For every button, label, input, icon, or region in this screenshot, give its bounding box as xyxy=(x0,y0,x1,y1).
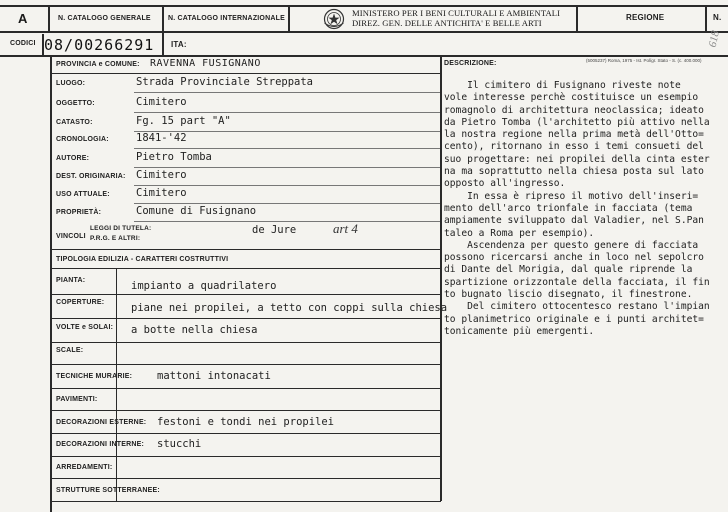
row-rule xyxy=(50,318,441,319)
ministry-line-2: DIREZ. GEN. DELLE ANTICHITA' E BELLE ARTI xyxy=(352,17,542,28)
row-rule xyxy=(50,364,441,365)
row-rule xyxy=(50,410,441,411)
codici-label: CODICI xyxy=(10,40,36,47)
section-letter: A xyxy=(18,11,28,26)
catasto-label: CATASTO: xyxy=(56,119,93,126)
catalog-code-value: 08/00266291 xyxy=(44,36,155,54)
codes-bottom-rule xyxy=(0,55,728,57)
n-label: N. xyxy=(713,13,722,22)
tipologia-heading: TIPOLOGIA EDILIZIA - CARATTERI COSTRUTTIVI xyxy=(56,256,229,263)
ministry-heading xyxy=(352,9,560,28)
descrizione-label: DESCRIZIONE: xyxy=(444,60,497,67)
row-rule xyxy=(50,268,441,269)
field-underline xyxy=(134,148,440,149)
scale-label: SCALE: xyxy=(56,347,84,354)
oggetto-label: OGGETTO: xyxy=(56,100,95,107)
header-top-rule xyxy=(0,5,728,7)
autore-label: AUTORE: xyxy=(56,155,90,162)
row-rule xyxy=(50,388,441,389)
catalogo-generale-label: N. CATALOGO GENERALE xyxy=(58,15,151,22)
tecniche-murarie-value: mattoni intonacati xyxy=(157,370,271,382)
left-margin-rule xyxy=(50,56,52,512)
autore-value: Pietro Tomba xyxy=(136,151,212,163)
descrizione-paragraph: Ascendenza per questo genere di facciata possono ricercarsi anche in loco nel sepolcro di Dante del Morigia, dal quale riprende la spartizione orizzontale della facciata, il fin to bugnato liscio disegnato, il finestrone. xyxy=(444,239,710,301)
catasto-value: Fg. 15 part "A" xyxy=(136,115,231,127)
field-underline xyxy=(134,185,440,186)
coperture-label: COPERTURE: xyxy=(56,299,105,306)
provincia-value: RAVENNA FUSIGNANO xyxy=(150,58,261,69)
vincoli-value: de Jure xyxy=(252,224,297,236)
divider xyxy=(288,5,290,31)
ita-label: ITA: xyxy=(171,40,187,49)
vincoli-label: VINCOLI xyxy=(56,233,86,240)
row-rule xyxy=(50,433,441,434)
uso-attuale-value: Cimitero xyxy=(136,187,187,199)
descrizione-paragraph: In essa è ripreso il motivo dell'inseri= mento dell'arco trionfale in facciata (tema ampiamente sviluppato dal Valadier, nel S.Pan taleo a Roma per esempio). xyxy=(444,190,704,239)
row-rule xyxy=(50,478,441,479)
provincia-label: PROVINCIA e COMUNE: xyxy=(56,61,140,68)
print-note: (5005237) Roma, 1975 - Ist. Polígr. Stato - S. (c. 400.000) xyxy=(586,58,702,63)
arredamenti-label: ARREDAMENTI: xyxy=(56,464,113,471)
uso-attuale-label: USO ATTUALE: xyxy=(56,191,110,198)
field-underline xyxy=(134,167,440,168)
catalogo-internazionale-label: N. CATALOGO INTERNAZIONALE xyxy=(168,15,285,22)
oggetto-value: Cimitero xyxy=(136,96,187,108)
cronologia-label: CRONOLOGIA: xyxy=(56,136,109,143)
divider xyxy=(576,5,578,31)
field-underline xyxy=(134,92,440,93)
strutture-sotterranee-label: STRUTTURE SOTTERRANEE: xyxy=(56,487,160,494)
divider xyxy=(705,5,707,31)
decorazioni-interne-label: DECORAZIONI INTERNE: xyxy=(56,441,144,448)
decorazioni-interne-value: stucchi xyxy=(157,438,202,450)
pianta-label: PIANTA: xyxy=(56,277,86,284)
dest-originaria-label: DEST. ORIGINARIA: xyxy=(56,173,126,180)
descrizione-text xyxy=(444,80,726,338)
descrizione-paragraph: Il cimitero di Fusignano riveste note vole interesse perchè costituisce un esempio romagnolo di architettura neoclassica; ideato da Pietro Tomba (l'architetto più attivo nella la nostra regione nella prima metà dell'Otto= cento), ritornano in esso i temi consueti del suo progettare: nei propilei della cinta ester na ma soprattutto nella chiesa posta sul lato opposto all'ingresso. xyxy=(444,80,710,190)
italian-republic-emblem-icon xyxy=(322,8,346,30)
luogo-label: LUOGO: xyxy=(56,80,86,87)
field-underline xyxy=(134,221,440,222)
pavimenti-label: PAVIMENTI: xyxy=(56,396,98,403)
divider xyxy=(48,5,50,31)
prg-label: P.R.G. E ALTRI: xyxy=(90,235,141,242)
leggi-tutela-label: LEGGI DI TUTELA: xyxy=(90,225,152,232)
luogo-value: Strada Provinciale Streppata xyxy=(136,76,314,88)
decorazioni-esterne-value: festoni e tondi nei propilei xyxy=(157,416,335,428)
proprieta-label: PROPRIETÀ: xyxy=(56,209,102,216)
vincoli-handwritten-note: art 4 xyxy=(333,221,358,236)
coperture-value: piane nei propilei, a tetto con coppi sulla chiesa xyxy=(131,302,448,314)
column-divider xyxy=(440,56,442,501)
header-bottom-rule xyxy=(0,31,728,33)
row-rule xyxy=(50,456,441,457)
field-underline xyxy=(134,112,440,113)
row-rule xyxy=(50,249,441,250)
row-rule xyxy=(50,73,441,74)
dest-originaria-value: Cimitero xyxy=(136,169,187,181)
bottom-rule xyxy=(50,501,441,502)
field-underline xyxy=(134,203,440,204)
volte-solai-label: VOLTE e SOLAI: xyxy=(56,324,114,331)
inner-column-rule xyxy=(116,269,117,501)
pianta-value: impianto a quadrilatero xyxy=(131,280,277,292)
volte-solai-value: a botte nella chiesa xyxy=(131,324,258,336)
regione-label: REGIONE xyxy=(626,13,665,22)
row-rule xyxy=(50,294,441,295)
ministry-line-1: MINISTERO PER I BENI CULTURALI E AMBIENTALI xyxy=(352,8,561,18)
tecniche-murarie-label: TECNICHE MURARIE: xyxy=(56,373,133,380)
cronologia-value: 1841-'42 xyxy=(136,132,187,144)
decorazioni-esterne-label: DECORAZIONI ESTERNE: xyxy=(56,419,147,426)
descrizione-paragraph: Del cimitero ottocentesco restano l'impian to planimetrico originale e i punti architet= tonicamente più emergenti. xyxy=(444,301,710,337)
divider xyxy=(162,5,164,56)
proprieta-value: Comune di Fusignano xyxy=(136,205,257,217)
row-rule xyxy=(50,342,441,343)
margin-annotation: 618 xyxy=(706,29,722,49)
